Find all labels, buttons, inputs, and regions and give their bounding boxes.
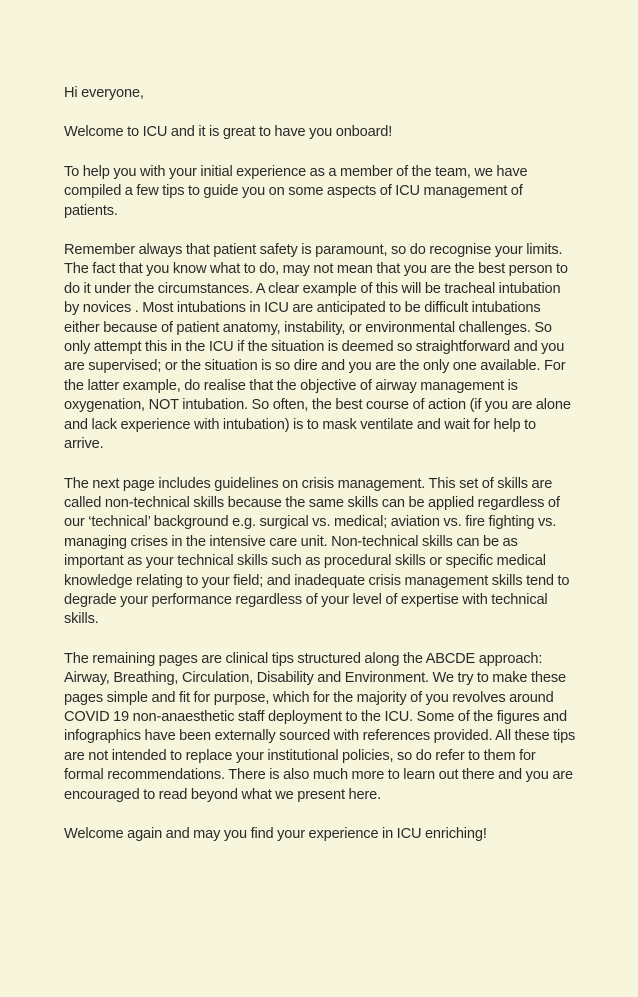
patient-safety-paragraph: Remember always that patient safety is paramount, so do recognise your limits. The fact that you know what to do, may not mean that you are the best person to do it under the circumstances. A clear example of this will be tracheal intubation by novices . Most intubations in ICU are anticipated to be difficult intubations either because of patient anatomy, instability, or environmental challenges. So only attempt this in the ICU if the situation is deemed so straightforward and you are supervised; or the situation is so dire and you are the only one available. For the latter example, do realise that the objective of airway management is oxygenation, NOT intubation. So often, the best course of action (if you are alone and lack experience with intubation) is to mask ventilate and wait for help to arrive. [64,242,571,453]
welcome-paragraph: Welcome to ICU and it is great to have you onboard! [64,124,393,141]
greeting: Hi everyone, [64,85,144,101]
closing-paragraph: Welcome again and may you find your experience in ICU enriching! [64,826,487,842]
clinical-tips-paragraph: The remaining pages are clinical tips structured along the ABCDE approach: Airway, Breathing, Circulation, Disability and Environment. We try to make these pages simple and fit for purpose, which for the majority of you revolves around COVID 19 non-anaesthetic staff deployment to the ICU. Some of the figures and infographics have been externally sourced with references provided. All these tips are not intended to replace your institutional policies, so do refer to them for formal recommendations. There is also much more to learn out there and you are encouraged to read beyond what we present here. [64,650,576,803]
crisis-management-paragraph: The next page includes guidelines on crisis management. This set of skills are called non-technical skills because the same skills can be applied regardless of our ‘technical’ background e.g. surgical vs. medical; aviation vs. fire fighting vs. managing crises in the intensive care unit. Non-technical skills can be as important as your technical skills such as procedural skills or specific medical knowledge relating to your field; and inadequate crisis management skills tend to degrade your performance regardless of your level of expertise with technical skills. [64,475,570,628]
intro-paragraph: To help you with your initial experience as a member of the team, we have compiled a few tips to guide you on some aspects of ICU management of patients. [64,163,528,219]
